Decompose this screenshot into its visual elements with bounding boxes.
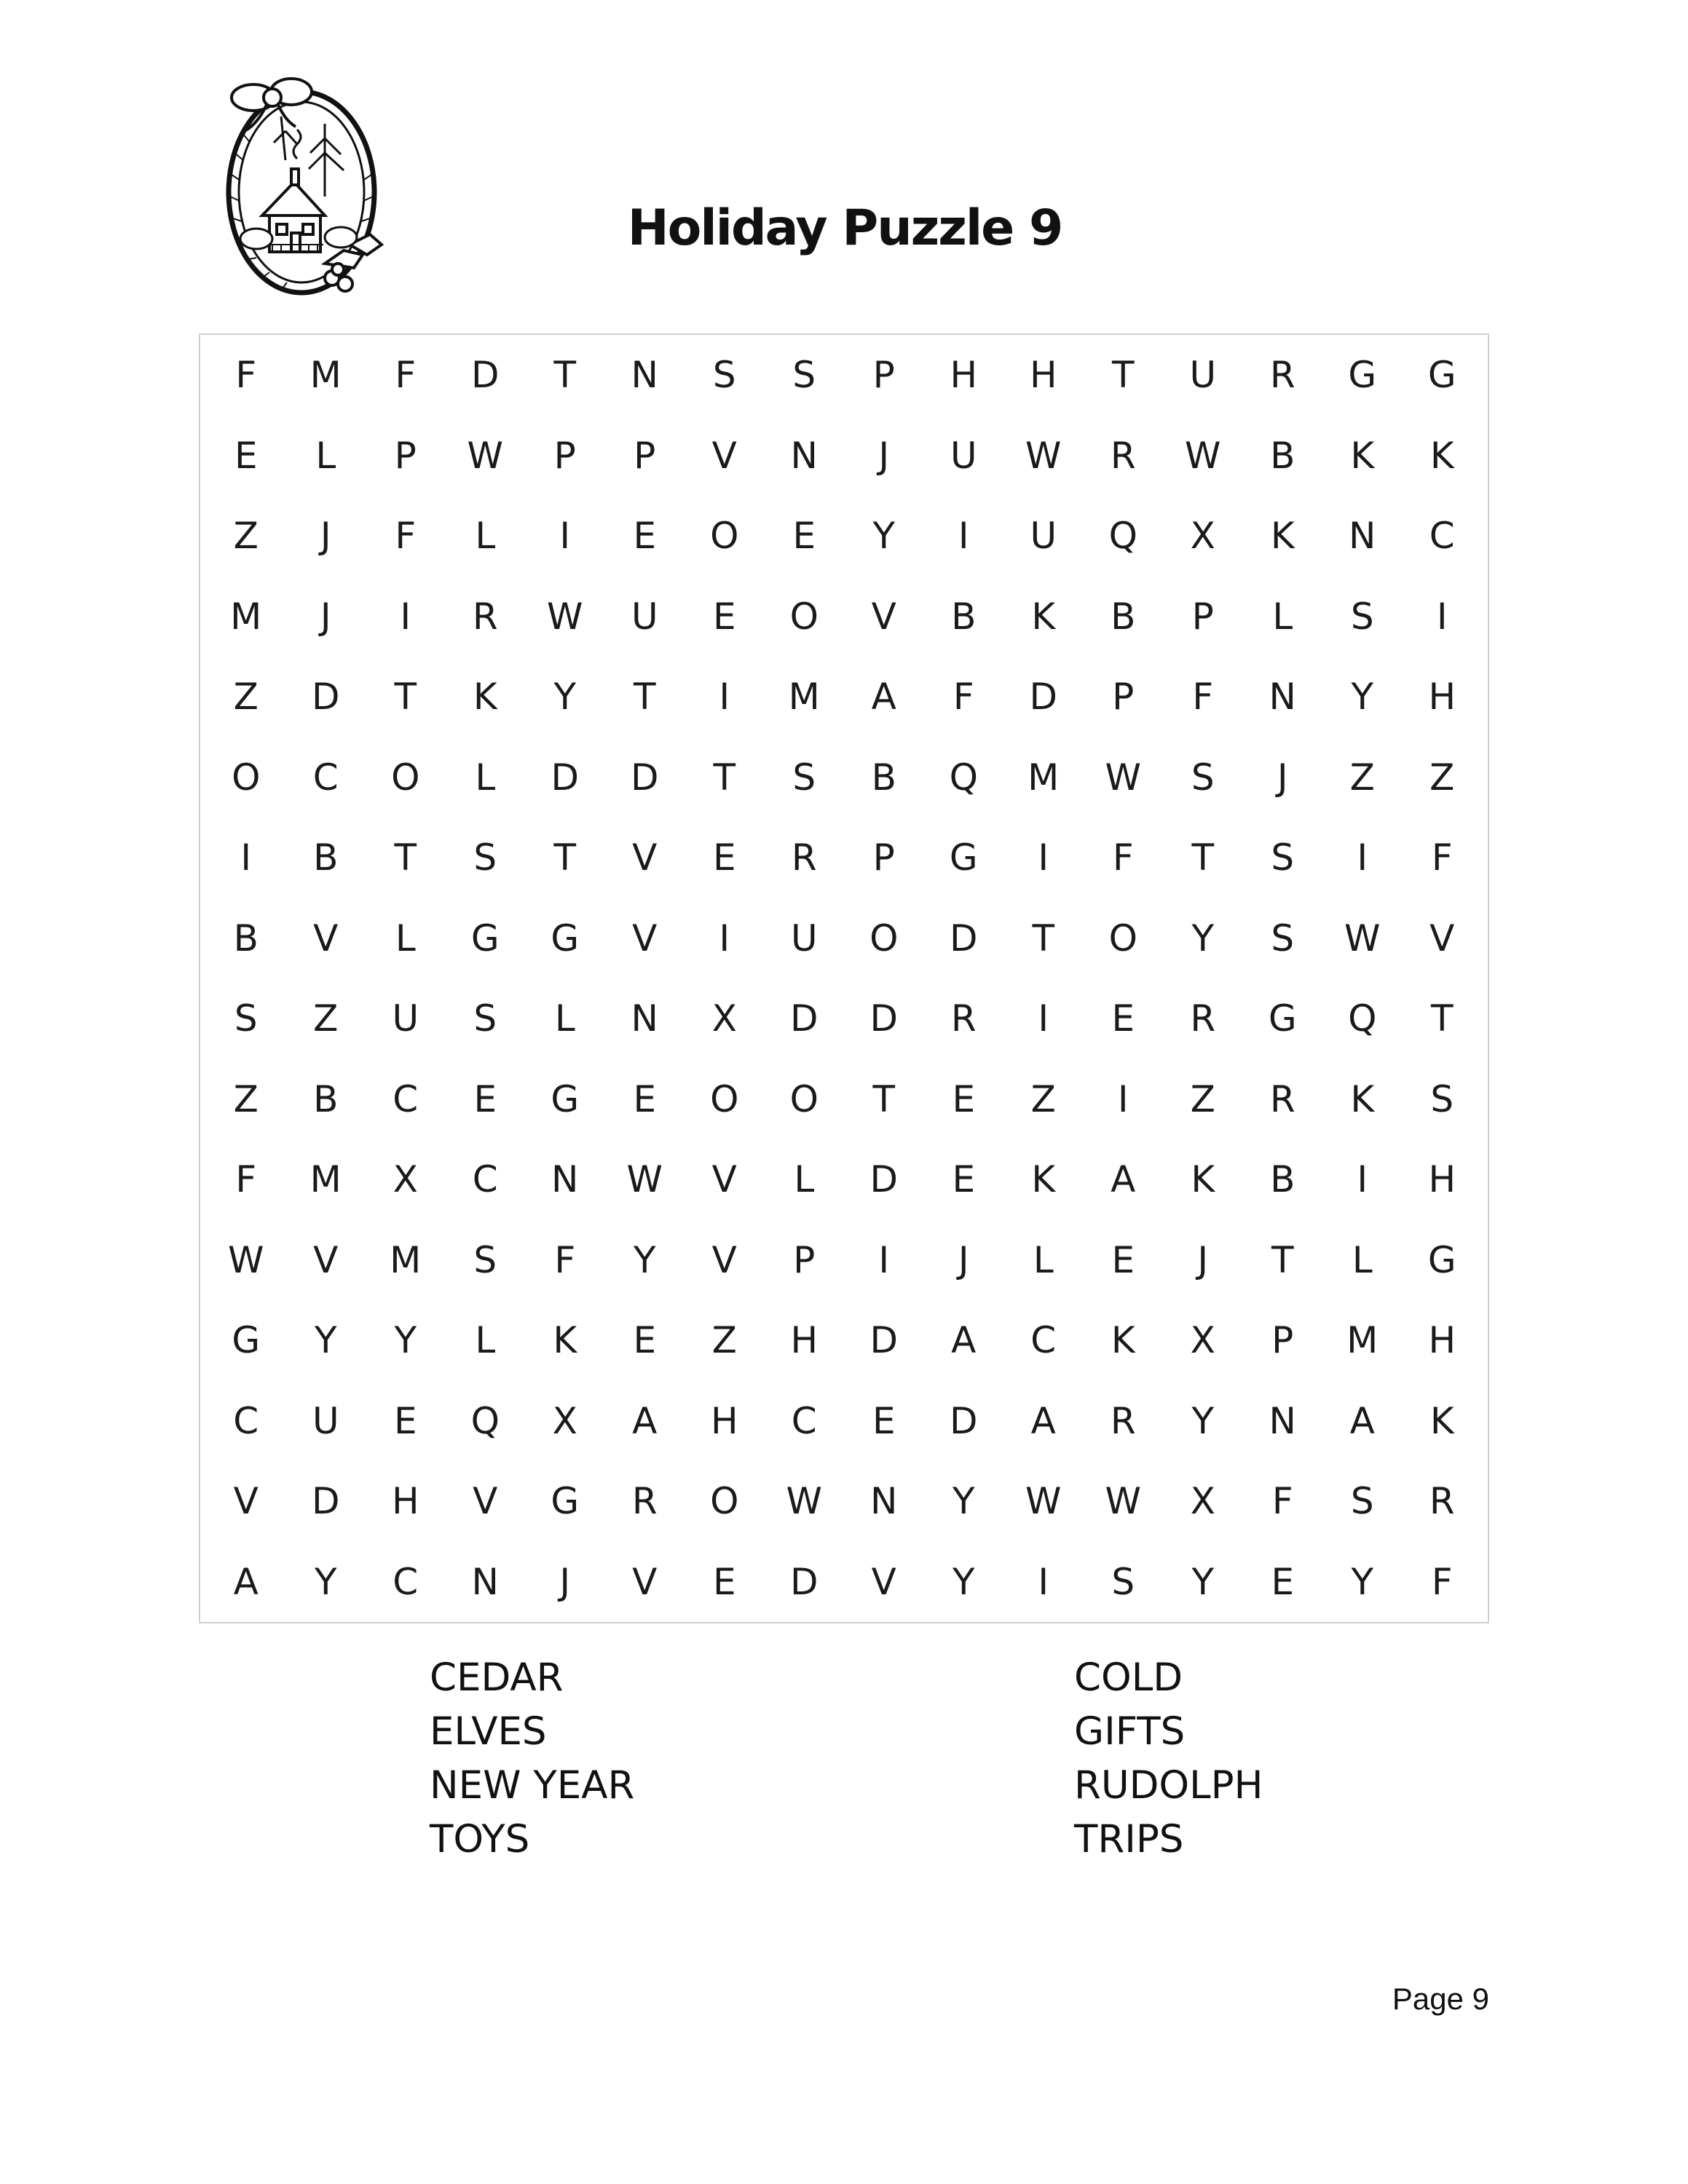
grid-cell: Y — [1191, 917, 1215, 960]
grid-cell: L — [475, 1319, 496, 1362]
grid-cell: O — [391, 756, 420, 799]
grid-cell: H — [1428, 676, 1456, 719]
grid-cell: I — [1357, 1158, 1368, 1201]
grid-cell: D — [1029, 676, 1057, 719]
grid-cell: T — [553, 836, 577, 879]
grid-cell: S — [1271, 836, 1295, 879]
grid-cell: F — [395, 354, 417, 397]
grid-cell: K — [1031, 595, 1056, 638]
grid-cell: A — [632, 1399, 658, 1442]
grid-cell: P — [634, 434, 656, 477]
grid-cell: V — [313, 1238, 339, 1281]
grid-cell: S — [1191, 756, 1215, 799]
grid-cell: V — [313, 917, 339, 960]
grid-cell: S — [1111, 1560, 1135, 1603]
grid-cell: K — [1031, 1158, 1056, 1201]
grid-cell: A — [1349, 1399, 1375, 1442]
grid-cell: D — [869, 997, 898, 1040]
grid-cell: D — [551, 756, 579, 799]
grid-cell: T — [1430, 997, 1454, 1040]
grid-cell: G — [232, 1319, 261, 1362]
grid-cell: G — [949, 836, 978, 879]
grid-cell: W — [1105, 1480, 1141, 1523]
grid-cell: Y — [1351, 676, 1374, 719]
grid-cell: Y — [314, 1319, 337, 1362]
grid-cell: N — [631, 354, 658, 397]
grid-cell: R — [1429, 1480, 1455, 1523]
grid-cell: E — [633, 1319, 657, 1362]
grid-cell: B — [871, 756, 896, 799]
grid-cell: G — [470, 917, 500, 960]
grid-cell: I — [958, 515, 969, 558]
grid-cell: E — [393, 1399, 417, 1442]
grid-cell: V — [711, 1238, 737, 1281]
grid-cell: Y — [952, 1560, 975, 1603]
grid-cell: R — [791, 836, 817, 879]
grid-cell: P — [394, 434, 417, 477]
grid-cell: T — [394, 676, 417, 719]
grid-cell: I — [719, 917, 730, 960]
grid-cell: K — [1350, 434, 1375, 477]
grid-cell: S — [473, 836, 497, 879]
grid-cell: T — [394, 836, 417, 879]
grid-cell: F — [235, 1158, 257, 1201]
grid-cell: E — [234, 434, 258, 477]
grid-cell: K — [1111, 1319, 1135, 1362]
grid-cell: X — [1190, 515, 1215, 558]
grid-cell: N — [1349, 515, 1376, 558]
grid-cell: V — [871, 1560, 896, 1603]
grid-cell: K — [473, 676, 497, 719]
grid-cell: F — [1431, 1560, 1453, 1603]
grid-cell: V — [711, 434, 737, 477]
grid-cell: E — [872, 1399, 896, 1442]
grid-cell: S — [1271, 917, 1295, 960]
letter-grid — [199, 333, 1489, 1623]
grid-cell: L — [554, 997, 575, 1040]
grid-cell: C — [393, 1077, 419, 1120]
word-list-item: GIFTS — [1074, 1709, 1186, 1754]
grid-cell: I — [1038, 836, 1049, 879]
grid-cell: L — [1272, 595, 1293, 638]
grid-cell: M — [309, 1158, 342, 1201]
grid-cell: X — [393, 1158, 418, 1201]
grid-cell: T — [872, 1077, 896, 1120]
grid-cell: E — [1111, 997, 1135, 1040]
grid-cell: F — [1112, 836, 1134, 879]
grid-cell: I — [878, 1238, 890, 1281]
grid-cell: O — [710, 1480, 739, 1523]
grid-cell: R — [1269, 354, 1295, 397]
grid-cell: S — [792, 354, 816, 397]
grid-cell: E — [712, 1560, 736, 1603]
grid-cell: L — [475, 515, 496, 558]
word-list-item: TRIPS — [1074, 1817, 1184, 1861]
grid-cell: J — [320, 595, 331, 638]
grid-cell: J — [1197, 1238, 1209, 1281]
grid-cell: H — [1428, 1158, 1456, 1201]
grid-cell: W — [626, 1158, 663, 1201]
grid-cell: A — [1111, 1158, 1136, 1201]
grid-cell: P — [1112, 676, 1135, 719]
grid-cell: L — [395, 917, 416, 960]
grid-cell: L — [475, 756, 496, 799]
grid-cell: I — [1357, 836, 1368, 879]
grid-cell: X — [552, 1399, 577, 1442]
grid-cell: C — [791, 1399, 817, 1442]
grid-cell: E — [633, 1077, 657, 1120]
grid-cell: N — [870, 1480, 898, 1523]
grid-cell: K — [1270, 515, 1295, 558]
grid-cell: V — [233, 1480, 259, 1523]
grid-cell: S — [1350, 595, 1374, 638]
grid-cell: C — [233, 1399, 259, 1442]
word-list-item: ELVES — [430, 1709, 547, 1754]
grid-cell: Y — [394, 1319, 417, 1362]
grid-cell: O — [789, 1077, 819, 1120]
grid-cell: S — [473, 1238, 497, 1281]
grid-cell: E — [473, 1077, 497, 1120]
grid-cell: E — [952, 1158, 976, 1201]
word-list-item: TOYS — [430, 1817, 530, 1861]
grid-cell: E — [712, 595, 736, 638]
grid-cell: N — [551, 1158, 579, 1201]
grid-cell: O — [710, 515, 739, 558]
grid-cell: D — [949, 1399, 978, 1442]
grid-cell: R — [631, 1480, 658, 1523]
grid-cell: T — [1032, 917, 1055, 960]
grid-cell: R — [1110, 1399, 1136, 1442]
grid-cell: U — [950, 434, 977, 477]
grid-cell: V — [711, 1158, 737, 1201]
grid-cell: O — [232, 756, 261, 799]
grid-cell: Y — [553, 676, 577, 719]
grid-cell: W — [228, 1238, 264, 1281]
grid-cell: C — [1030, 1319, 1057, 1362]
word-list-item: NEW YEAR — [430, 1763, 635, 1808]
grid-cell: V — [871, 595, 896, 638]
grid-cell: J — [1277, 756, 1288, 799]
grid-cell: F — [1192, 676, 1214, 719]
grid-cell: H — [1428, 1319, 1456, 1362]
grid-cell: Y — [1351, 1560, 1374, 1603]
grid-cell: B — [1111, 595, 1136, 638]
grid-cell: F — [554, 1238, 576, 1281]
grid-cell: D — [311, 676, 340, 719]
grid-cell: P — [872, 836, 895, 879]
grid-cell: P — [872, 354, 895, 397]
grid-cell: L — [794, 1158, 815, 1201]
grid-cell: Q — [1348, 997, 1377, 1040]
word-list-item: COLD — [1074, 1655, 1183, 1700]
grid-cell: S — [473, 997, 497, 1040]
grid-cell: K — [1191, 1158, 1215, 1201]
grid-cell: Y — [314, 1560, 337, 1603]
grid-cell: I — [1436, 595, 1448, 638]
grid-cell: G — [551, 1077, 580, 1120]
grid-cell: V — [632, 1560, 658, 1603]
grid-cell: I — [1038, 997, 1049, 1040]
grid-cell: Z — [1030, 1077, 1056, 1120]
grid-cell: D — [869, 1158, 898, 1201]
grid-cell: Z — [313, 997, 339, 1040]
grid-cell: W — [1185, 434, 1221, 477]
grid-cell: G — [1427, 1238, 1456, 1281]
grid-cell: O — [1108, 917, 1137, 960]
grid-cell: X — [1190, 1319, 1215, 1362]
grid-cell: X — [1190, 1480, 1215, 1523]
grid-cell: I — [1038, 1560, 1049, 1603]
grid-cell: D — [630, 756, 659, 799]
grid-cell: W — [1025, 1480, 1062, 1523]
grid-cell: F — [1431, 836, 1453, 879]
grid-cell: B — [1270, 434, 1295, 477]
grid-cell: B — [233, 917, 259, 960]
grid-cell: Z — [1429, 756, 1455, 799]
grid-cell: G — [1427, 354, 1456, 397]
grid-cell: Z — [233, 1077, 259, 1120]
grid-cell: F — [395, 515, 417, 558]
grid-cell: Y — [872, 515, 896, 558]
grid-cell: O — [710, 1077, 739, 1120]
grid-cell: U — [1030, 515, 1057, 558]
grid-cell: T — [1191, 836, 1215, 879]
grid-cell: K — [1429, 1399, 1454, 1442]
grid-cell: V — [632, 836, 658, 879]
grid-cell: P — [553, 434, 576, 477]
grid-cell: B — [313, 1077, 339, 1120]
grid-cell: K — [553, 1319, 577, 1362]
grid-cell: G — [1268, 997, 1297, 1040]
grid-cell: F — [953, 676, 974, 719]
grid-cell: K — [1350, 1077, 1375, 1120]
grid-cell: I — [240, 836, 252, 879]
grid-cell: U — [392, 997, 419, 1040]
grid-cell: P — [793, 1238, 816, 1281]
grid-cell: C — [472, 1158, 498, 1201]
grid-cell: S — [792, 756, 816, 799]
grid-cell: R — [1190, 997, 1216, 1040]
grid-cell: U — [631, 595, 658, 638]
grid-cell: V — [1429, 917, 1455, 960]
grid-cell: C — [312, 756, 339, 799]
grid-cell: R — [1110, 434, 1136, 477]
grid-cell: T — [1271, 1238, 1294, 1281]
grid-cell: Z — [1349, 756, 1375, 799]
grid-cell: G — [551, 1480, 580, 1523]
grid-cell: Y — [1191, 1560, 1215, 1603]
word-list-right — [1074, 1651, 1263, 1867]
grid-cell: E — [633, 515, 657, 558]
grid-cell: T — [713, 756, 736, 799]
grid-cell: H — [391, 1480, 419, 1523]
page-title: Holiday Puzzle 9 — [627, 199, 1062, 257]
grid-cell: Z — [233, 515, 259, 558]
page-number: Page 9 — [1392, 1982, 1489, 2016]
grid-cell: S — [1430, 1077, 1454, 1120]
grid-cell: L — [1033, 1238, 1054, 1281]
grid-cell: B — [1270, 1158, 1295, 1201]
grid-cell: O — [869, 917, 899, 960]
grid-cell: Z — [1190, 1077, 1215, 1120]
grid-cell: R — [472, 595, 498, 638]
grid-cell: E — [1271, 1560, 1295, 1603]
grid-cell: S — [712, 354, 736, 397]
word-list-item: CEDAR — [430, 1655, 564, 1700]
grid-cell: A — [1030, 1399, 1056, 1442]
grid-cell: M — [390, 1238, 422, 1281]
grid-cell: I — [719, 676, 730, 719]
grid-cell: W — [547, 595, 583, 638]
grid-cell: O — [789, 595, 819, 638]
grid-cell: M — [1346, 1319, 1379, 1362]
grid-cell: F — [1271, 1480, 1293, 1523]
grid-cell: A — [233, 1560, 259, 1603]
grid-cell: D — [311, 1480, 340, 1523]
grid-cell: J — [878, 434, 890, 477]
grid-cell: W — [1025, 434, 1062, 477]
grid-cell: Z — [711, 1319, 737, 1362]
grid-cell: S — [1350, 1480, 1374, 1523]
grid-cell: L — [1352, 1238, 1373, 1281]
grid-cell: E — [1111, 1238, 1135, 1281]
grid-cell: R — [950, 997, 977, 1040]
grid-cell: I — [559, 515, 571, 558]
grid-cell: G — [1348, 354, 1377, 397]
grid-cell: U — [1189, 354, 1217, 397]
grid-cell: C — [393, 1560, 419, 1603]
grid-cell: T — [553, 354, 577, 397]
grid-cell: B — [951, 595, 977, 638]
grid-cell: Q — [1108, 515, 1137, 558]
grid-cell: I — [1117, 1077, 1129, 1120]
grid-cell: Y — [1191, 1399, 1215, 1442]
grid-cell: Q — [470, 1399, 500, 1442]
grid-cell: U — [312, 1399, 339, 1442]
grid-cell: K — [1429, 434, 1454, 477]
word-list-left — [430, 1651, 634, 1867]
grid-cell: Z — [233, 676, 259, 719]
grid-cell: E — [792, 515, 816, 558]
grid-cell: C — [1429, 515, 1455, 558]
cottage-wreath-icon — [216, 73, 390, 300]
grid-cell: H — [710, 1399, 738, 1442]
grid-cell: Q — [949, 756, 978, 799]
grid-cell: G — [551, 917, 580, 960]
grid-cell: W — [467, 434, 503, 477]
grid-cell: F — [235, 354, 257, 397]
grid-cell: L — [315, 434, 336, 477]
grid-cell: I — [400, 595, 411, 638]
grid-cell: D — [949, 917, 978, 960]
grid-cell: R — [1269, 1077, 1295, 1120]
grid-cell: M — [788, 676, 820, 719]
grid-cell: U — [790, 917, 818, 960]
grid-cell: D — [789, 1560, 819, 1603]
grid-cell: J — [958, 1238, 969, 1281]
grid-cell: X — [711, 997, 737, 1040]
grid-cell: D — [470, 354, 500, 397]
grid-cell: B — [313, 836, 339, 879]
grid-cell: M — [230, 595, 262, 638]
grid-cell: T — [633, 676, 656, 719]
grid-cell: S — [234, 997, 258, 1040]
grid-cell: D — [789, 997, 819, 1040]
grid-cell: V — [632, 917, 658, 960]
grid-cell: N — [790, 434, 818, 477]
grid-cell: N — [1269, 1399, 1296, 1442]
grid-cell: V — [473, 1480, 498, 1523]
word-list-item: RUDOLPH — [1074, 1763, 1263, 1808]
grid-cell: A — [871, 676, 896, 719]
grid-cell: W — [1344, 917, 1381, 960]
grid-cell: T — [1111, 354, 1135, 397]
grid-cell: J — [559, 1560, 571, 1603]
grid-cell: W — [1105, 756, 1141, 799]
grid-cell: E — [712, 836, 736, 879]
grid-cell: J — [320, 515, 331, 558]
grid-cell: Y — [952, 1480, 975, 1523]
grid-cell: P — [1271, 1319, 1294, 1362]
grid-cell: D — [869, 1319, 898, 1362]
grid-cell: E — [952, 1077, 976, 1120]
grid-cell: Y — [633, 1238, 656, 1281]
grid-cell: P — [1191, 595, 1214, 638]
grid-cell: H — [790, 1319, 819, 1362]
grid-cell: N — [631, 997, 658, 1040]
grid-cell: N — [471, 1560, 499, 1603]
grid-cell: H — [950, 354, 978, 397]
grid-cell: A — [951, 1319, 977, 1362]
grid-cell: W — [786, 1480, 822, 1523]
grid-cell: N — [1269, 676, 1296, 719]
grid-cell: H — [1029, 354, 1057, 397]
grid-cell: M — [309, 354, 342, 397]
grid-cell: M — [1028, 756, 1060, 799]
